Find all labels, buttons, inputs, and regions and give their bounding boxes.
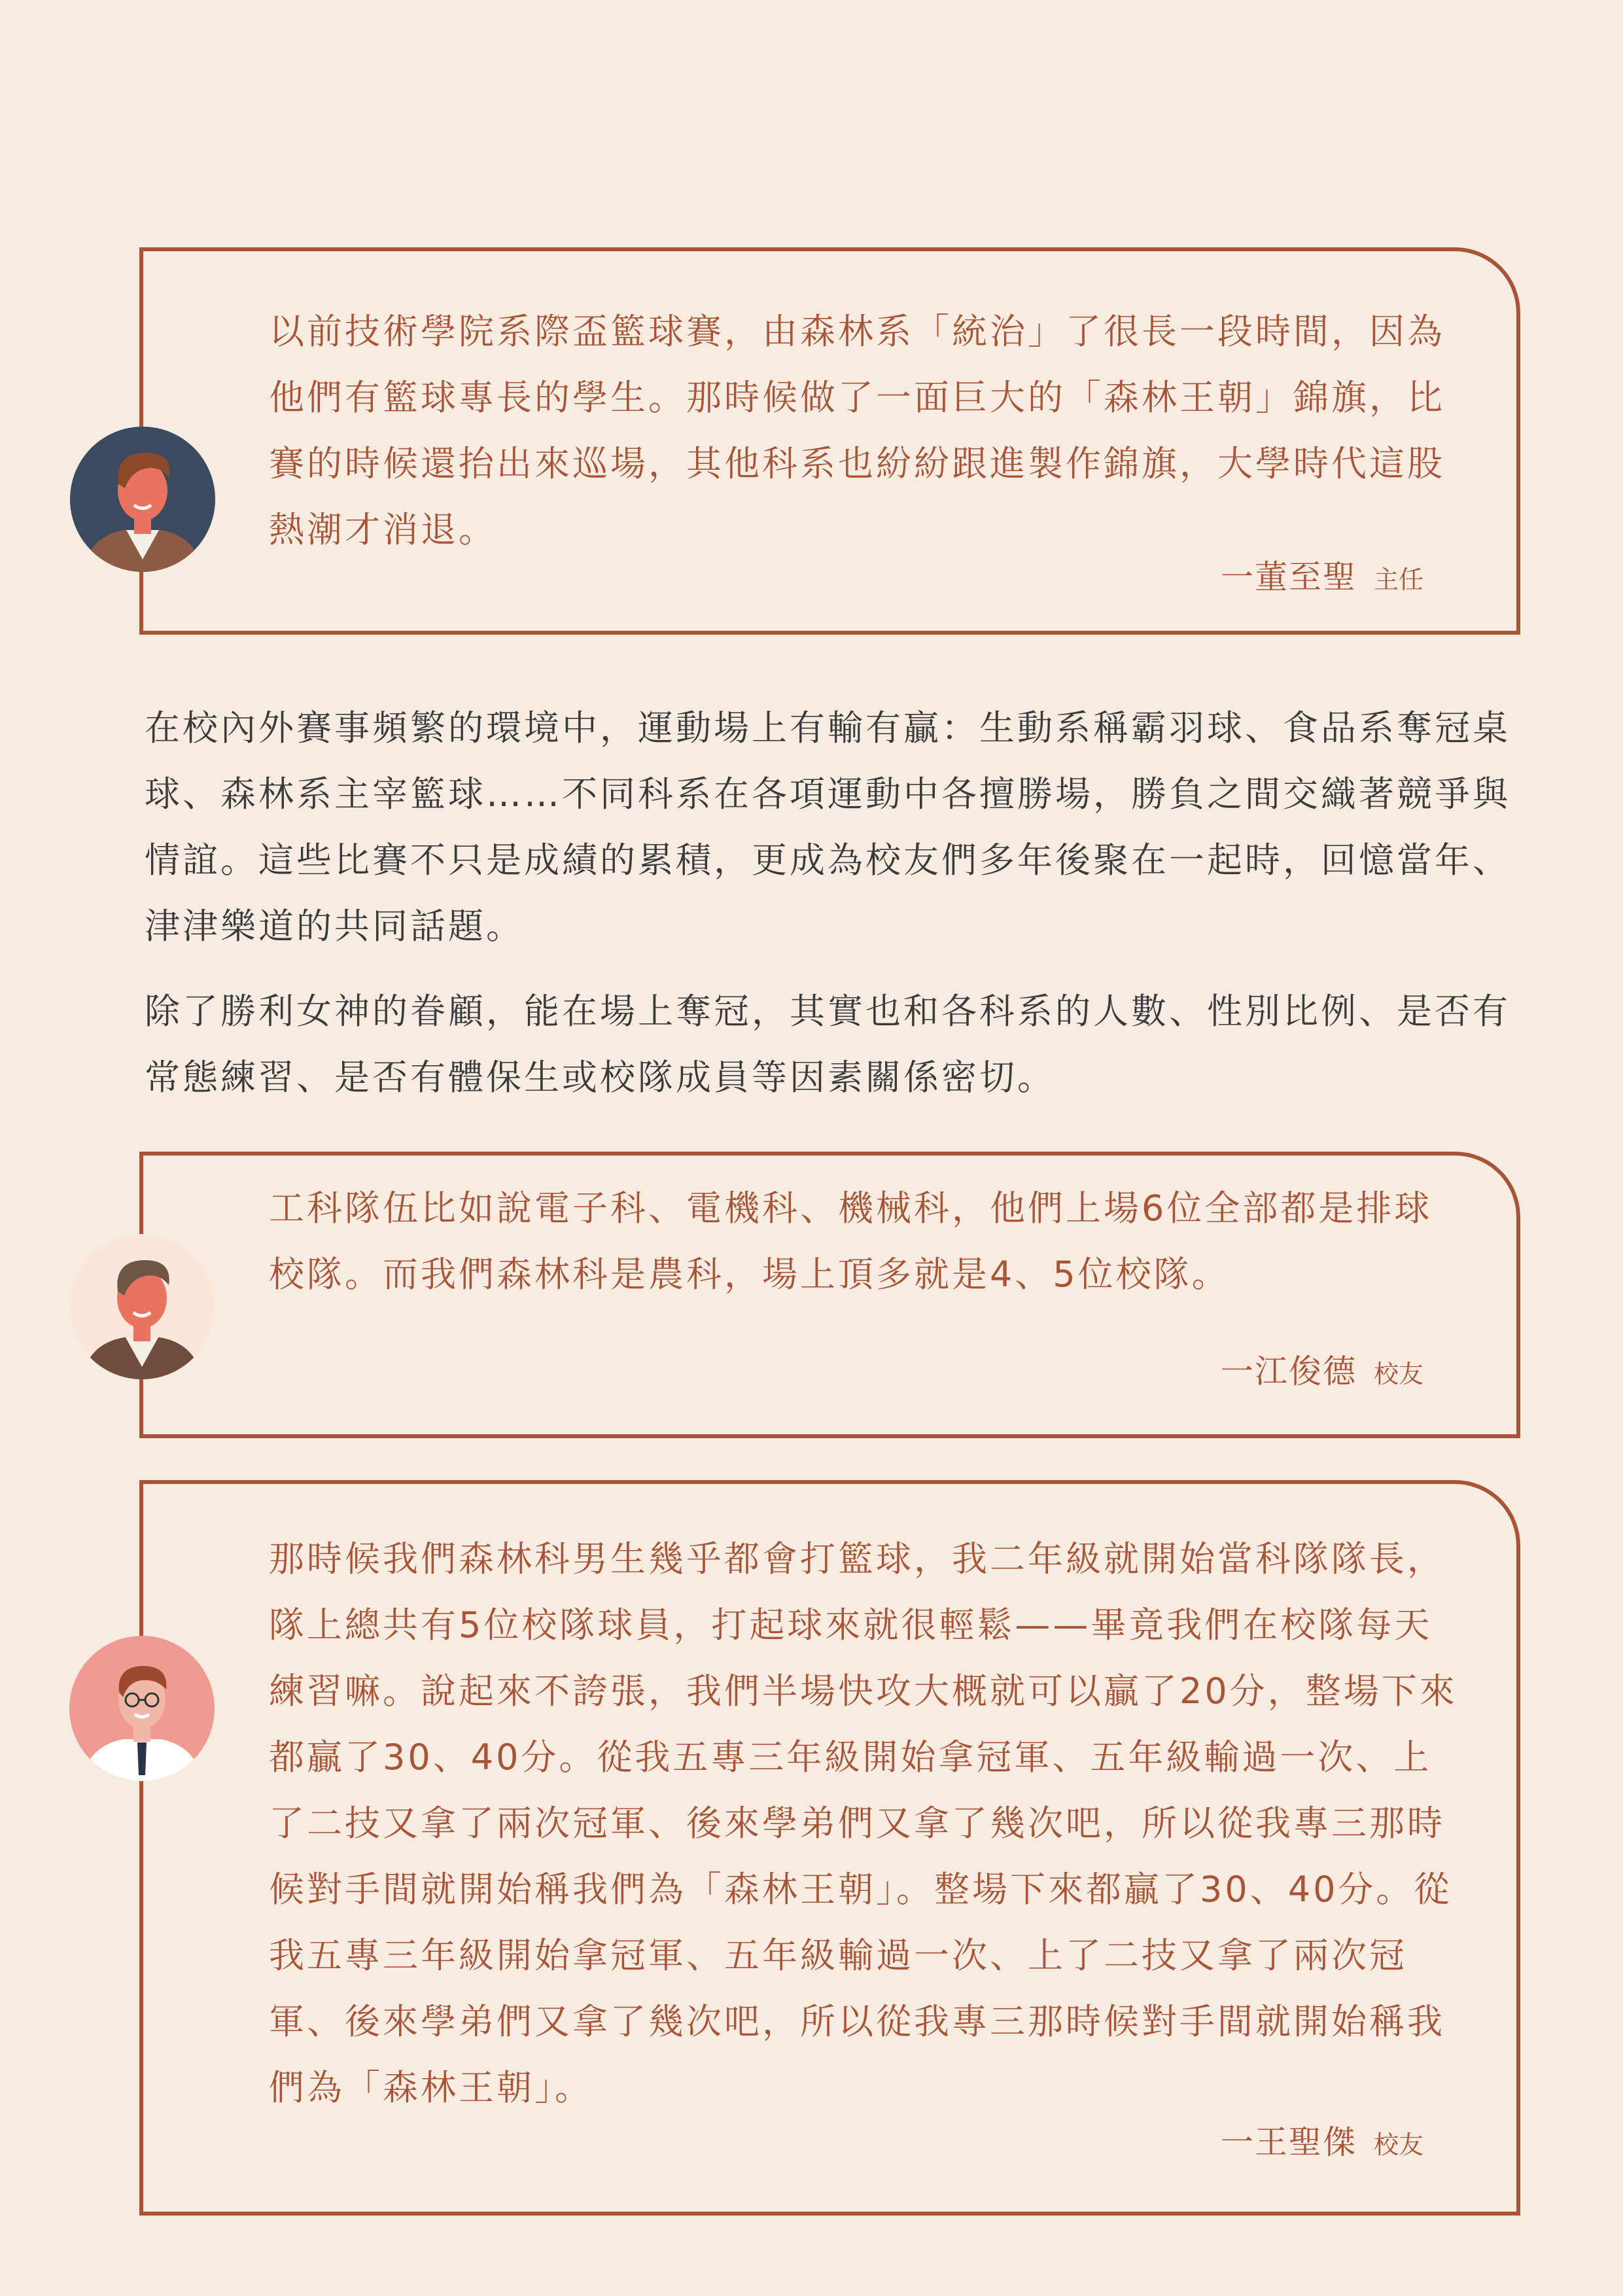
man-with-glasses-avatar-icon	[68, 1634, 216, 1782]
quote-author-role: 校友	[1373, 2130, 1423, 2159]
man-avatar-icon	[68, 1233, 216, 1381]
quote-signature	[1221, 1345, 1423, 1392]
quote-signature	[1221, 2116, 1423, 2163]
quote-box-3	[139, 1480, 1520, 2216]
quote-author-name: 一王聖傑	[1220, 2123, 1357, 2161]
quote-author-name: 一江俊德	[1220, 1352, 1357, 1390]
quote-author-role: 校友	[1373, 1360, 1423, 1388]
quote-text: 那時候我們森林科男生幾乎都會打籃球，我二年級就開始當科隊隊長，隊上總共有5位校隊球員，打起球來就很輕鬆——畢竟我們在校隊每天練習嘛。說起來不誇張，我們半場快攻大概就可以贏了20分，整場下來都贏了30、40分。從我五專三年級開始拿冠軍、五年級輸過一次、上了二技又拿了兩次冠軍、後來學弟們又拿了幾次吧，所以從我專三那時候對手間就開始稱我們為「森林王朝」。整場下來都贏了30、40分。從我五專三年級開始拿冠軍、五年級輸過一次、上了二技又拿了兩次冠軍、後來學弟們又拿了幾次吧，所以從我專三那時候對手間就開始稱我們為「森林王朝」。	[269, 1538, 1457, 2108]
quote-text: 以前技術學院系際盃籃球賽，由森林系「統治」了很長一段時間，因為他們有籃球專長的學生。那時候做了一面巨大的「森林王朝」錦旗，比賽的時候還抬出來巡場，其他科系也紛紛跟進製作錦旗，大學時代這股熱潮才消退。	[269, 311, 1445, 550]
quote-signature	[1221, 551, 1423, 598]
body-paragraph-1: 在校內外賽事頻繁的環境中，運動場上有輸有贏：生動系稱霸羽球、食品系奪冠桌球、森林系主宰籃球……不同科系在各項運動中各擅勝場，勝負之間交織著競爭與情誼。這些比賽不只是成績的累積，更成為校友們多年後聚在一起時，回憶當年、津津樂道的共同話題。	[145, 707, 1510, 947]
body-paragraph-2: 除了勝利女神的眷顧，能在場上奪冠，其實也和各科系的人數、性別比例、是否有常態練習、是否有體保生或校隊成員等因素關係密切。	[145, 991, 1510, 1098]
quote-author-name: 一董至聖	[1220, 558, 1357, 596]
man-avatar-icon	[69, 425, 217, 573]
quote-text: 工科隊伍比如說電子科、電機科、機械科，他們上場6位全部都是排球校隊。而我們森林科是農科，場上頂多就是4、5位校隊。	[269, 1188, 1433, 1295]
quote-author-role: 主任	[1373, 565, 1423, 594]
quote-box-2	[139, 1152, 1520, 1438]
quote-box-1	[139, 247, 1520, 635]
